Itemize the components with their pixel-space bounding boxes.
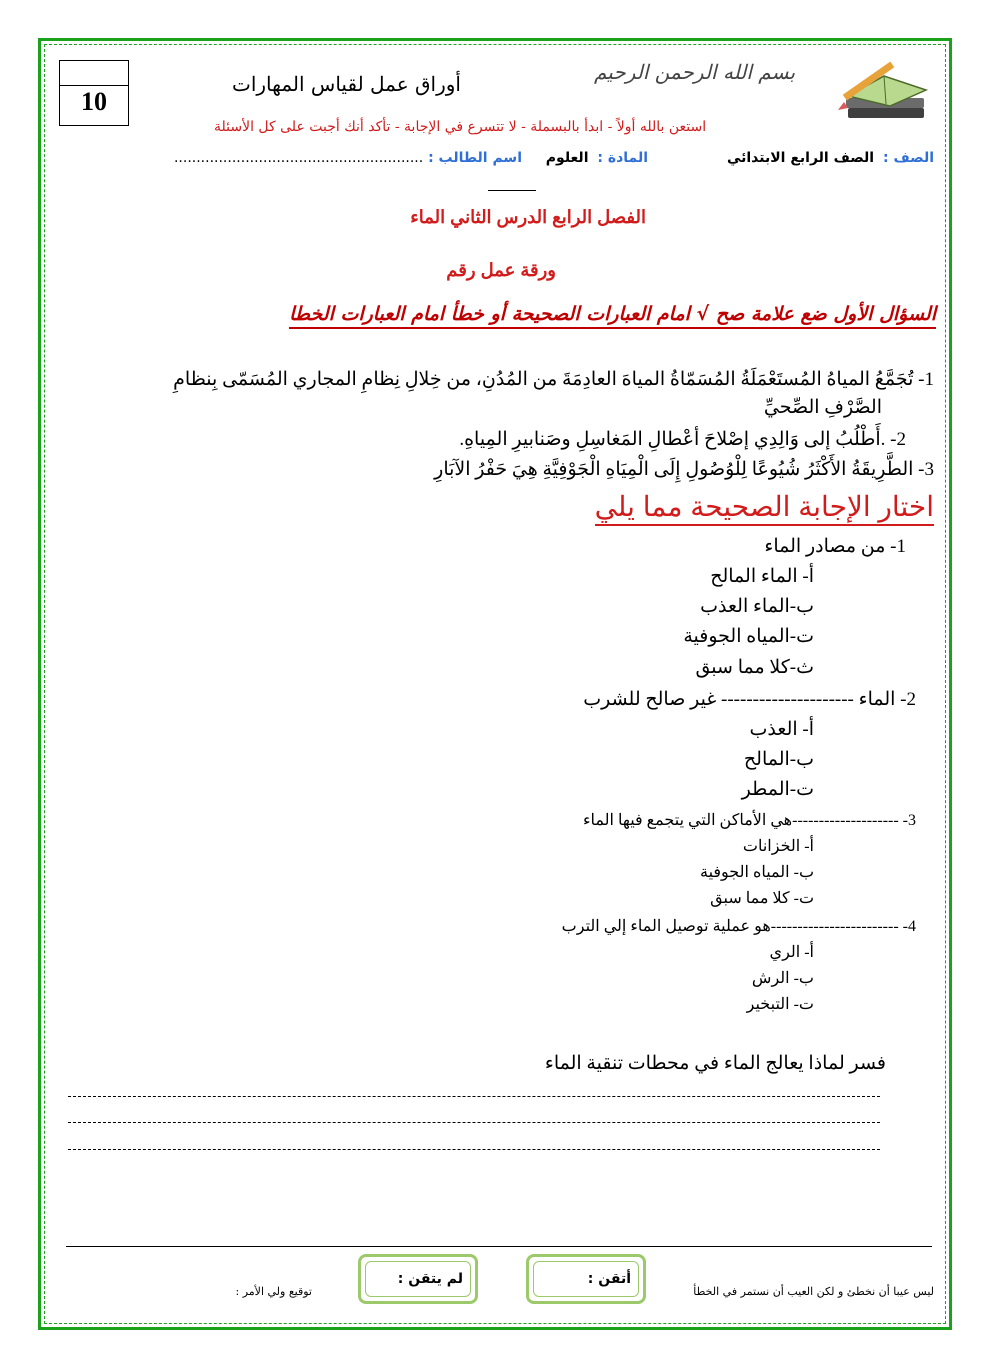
instructions: استعن بالله أولاً - ابدأ بالبسملة - لا تتسرع في الإجابة - تأكد أنك أجبت على كل الأسئلة: [214, 119, 707, 135]
lesson-title: الفصل الرابع الدرس الثاني الماء: [410, 207, 646, 227]
score-box: [59, 60, 129, 126]
footer-rule: [66, 1246, 932, 1247]
mcq-3-question: 3- --------------------هي الأماكن التي يتجمع فيها الماء: [582, 812, 916, 829]
mcq-2-question: 2- الماء --------------------- غير صالح للشرب: [583, 689, 916, 710]
mcq-1-question: 1- من مصادر الماء: [764, 536, 906, 557]
mcq-3-option-c[interactable]: ت- كلا مما سبق: [710, 890, 814, 907]
subject-label: المادة :: [597, 150, 648, 166]
mcq-2-option-c[interactable]: ت-المطر: [741, 779, 814, 800]
mcq-2-option-b[interactable]: ب-المالح: [743, 749, 814, 770]
answer-line-2[interactable]: [68, 1122, 880, 1123]
answer-line-3[interactable]: [68, 1149, 880, 1150]
q1-statement-3: 3- الطَّرِيقَةُ الأَكْثَرُ شُيُوعًا لِلْوُصُولِ إِلَى الْمِيَاهِ الْجَوْفِيَّةِ هِيَ حَفْرُ الآبَارِ: [434, 459, 934, 480]
mcq-1-option-c[interactable]: ت-المياه الجوفية: [683, 626, 814, 647]
score-value: 10: [81, 87, 107, 116]
divider: [488, 190, 536, 191]
mcq-3-option-b[interactable]: ب- المياه الجوفية: [699, 864, 814, 881]
mcq-1-option-a[interactable]: أ- الماء المالح: [710, 566, 814, 587]
footer-motto: ليس عيبا أن نخطئ و لكن العيب أن نستمر في الخطأ: [693, 1285, 934, 1298]
page-border-inner: [44, 44, 946, 1324]
question1-title: السؤال الأول ضع علامة صح √ امام العبارات الصحيحة أو خطأ امام العبارات الخطا: [289, 303, 936, 329]
basmala: بسم الله الرحمن الرحيم: [594, 60, 796, 84]
student-label: اسم الطالب :: [428, 150, 522, 166]
q1-statement-2: 2- .أَطْلُبُ إلى وَالِدِي إصْلاحَ أعْطالِ المَغاسِلِ وصَنابيرِ المِياهِ.: [459, 429, 906, 450]
mcq-4-option-b[interactable]: ب- الرش: [751, 970, 814, 987]
class-field: [727, 150, 934, 166]
student-field: [174, 150, 522, 166]
mcq-4-option-c[interactable]: ت- التبخير: [746, 996, 814, 1013]
book-pencil-icon: [838, 58, 934, 128]
mcq-3-option-a[interactable]: أ- الخزانات: [742, 838, 814, 855]
mcq-1-option-d[interactable]: ث-كلا مما سبق: [695, 657, 814, 678]
choose-title: اختار الإجابة الصحيحة مما يلي: [595, 490, 934, 526]
worksheet-title: ورقة عمل رقم: [446, 260, 556, 280]
subject-field: [546, 150, 648, 166]
class-label: الصف :: [883, 150, 934, 166]
q1-statement-1: 1- تُجَمَّعُ المياهُ المُستَعْمَلَةُ المُسَمّاةُ المياهَ العادِمَةَ من المُدُنِ، من خِلالِ نِظامِ المجاري المُسَمّى بِنظامِ: [173, 369, 934, 390]
mcq-2-option-a[interactable]: أ- العذب: [749, 719, 814, 740]
sheets-title: أوراق عمل لقياس المهارات: [232, 72, 461, 96]
mastered-label: أتقن :: [587, 1271, 631, 1287]
not-mastered-badge[interactable]: [358, 1254, 478, 1304]
subject-value: العلوم: [545, 150, 589, 166]
answer-line-1[interactable]: [68, 1096, 880, 1097]
parent-signature[interactable]: توقيع ولي الأمر :: [235, 1285, 312, 1298]
mcq-1-option-b[interactable]: ب-الماء العذب: [700, 596, 814, 617]
mcq-4-question: 4- ------------------------هو عملية توصيل الماء إلي الترب: [561, 918, 916, 935]
mcq-4-option-a[interactable]: أ- الري: [769, 944, 814, 961]
q1-statement-1-cont: الصَّرْفِ الصِّحيِّ: [763, 397, 882, 418]
class-value: الصف الرابع الابتدائي: [726, 150, 875, 166]
student-name-blank[interactable]: ........................................................: [173, 150, 424, 166]
mastered-badge[interactable]: [526, 1254, 646, 1304]
explain-question: فسر لماذا يعالج الماء في محطات تنقية الماء: [544, 1053, 886, 1074]
not-mastered-label: لم يتقن :: [397, 1271, 463, 1287]
